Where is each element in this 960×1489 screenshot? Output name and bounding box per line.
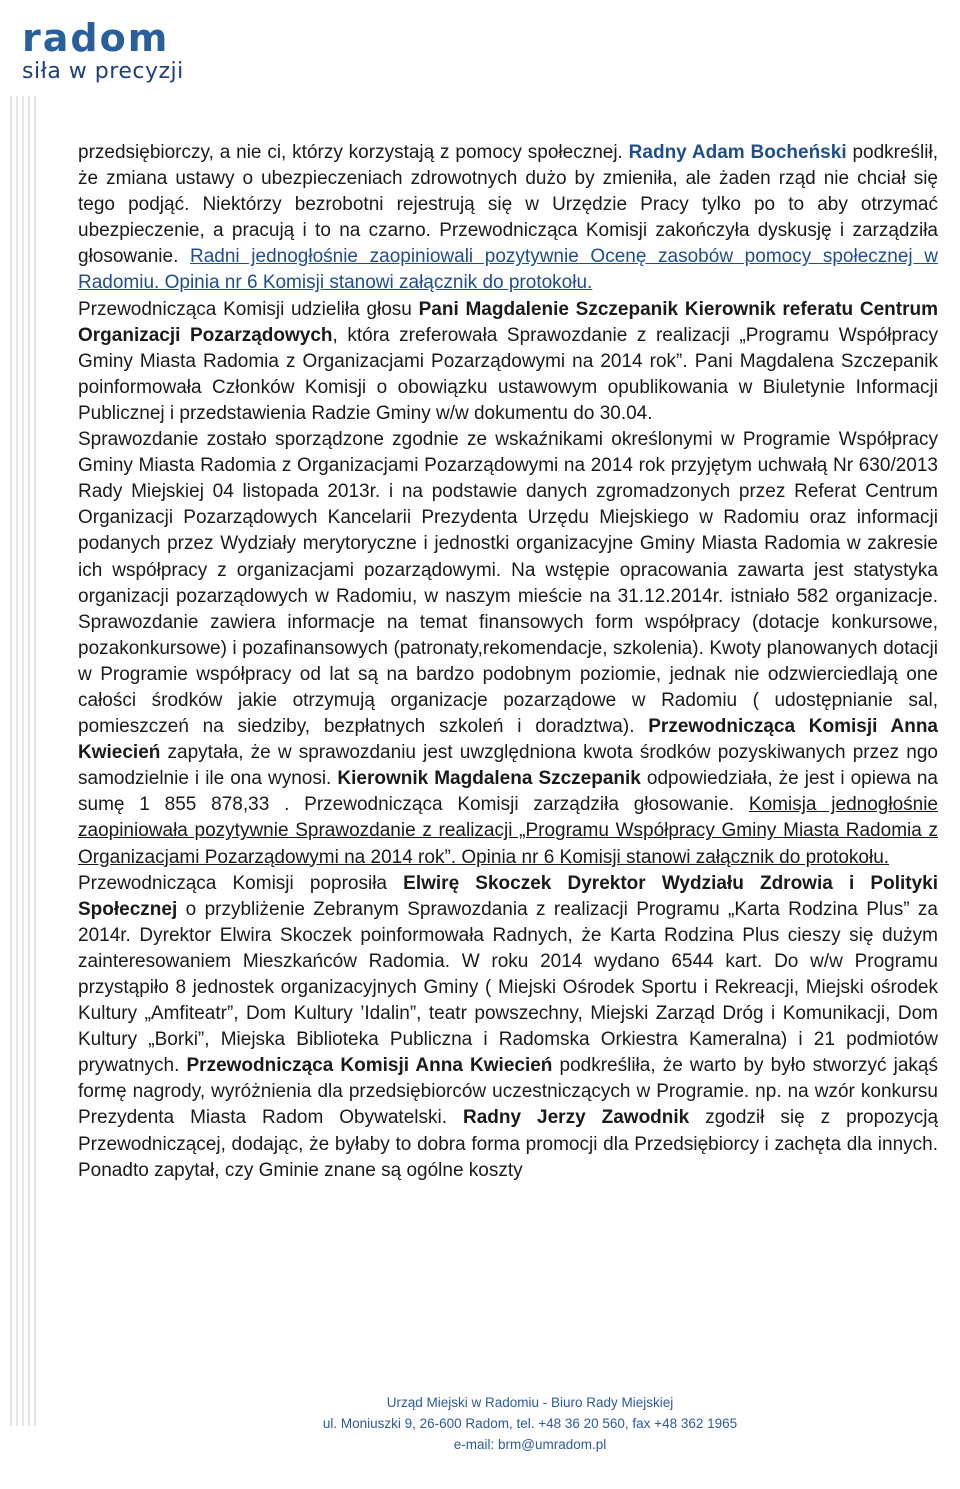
paragraph-2 [78,297,938,427]
logo-wordmark: radom [22,16,170,60]
footer-address: ul. Moniuszki 9, 26-600 Radom, tel. +48 36 20 560, fax +48 362 1965 [322,1416,738,1431]
speaker-name: Kierownik Magdalena Szczepanik [337,768,641,790]
page-footer [0,1392,960,1455]
text-run: o przybliżenie Zebranym Sprawozdania z realizacji Programu „Karta Rodzina Plus” za 2014r. Dyrektor Elwira Skoczek poinformowała Radnych, że Karta Rodzina Plus cieszy się dużym zainteresowaniem Mieszkańców Radomia. W roku 2014 wydano 6544 kart. Do w/w Programu przystąpiło 8 jednostek organizacyjnych Gminy ( Miejski Ośrodek Sportu i Rekreacji, Miejski ośrodek Kultury „Amfiteatr”, Dom Kultury ’Idalin”, teatr powszechny, Miejski Zarząd Dróg i Komunikacji, Dom Kultury „Borki”, Miejska Biblioteka Publiczna i Radomska Orkiestra Kameralna) i 21 podmiotów prywatnych. [78,898,938,1077]
speaker-name: Przewodnicząca Komisji Anna Kwiecień [186,1055,553,1077]
resolution-text: Komisja jednogłośnie zaopiniowała pozytywnie Sprawozdanie z realizacji „Programu Współpracy Gminy Miasta Radomia z Organizacjami Pozarządowymi na 2014 rok”. Opinia nr 6 Komisji stanowi załącznik do protokołu. [78,794,938,868]
logo-tagline: siła w precyzji [22,59,184,84]
resolution-text: Radni jednogłośnie zaopiniowali pozytywnie Ocenę zasobów pomocy społecznej w Radomiu. Opinia nr 6 Komisji stanowi załącznik do protokołu. [78,246,939,294]
text-run: podkreśliła, że warto by było stworzyć jakąś formę nagrody, wyróżnienia dla przedsiębiorców uczestniczących w Programie. np. na wzór konkursu Prezydenta Miasta Radom Obywatelski. [78,1055,938,1129]
decorative-stripes [10,96,50,1426]
text-run: , która zreferowała Sprawozdanie z realizacji „Programu Współpracy Gminy Miasta Radomia z Organizacjami Pozarządowymi na 2014 rok”. Pani Magdalena Szczepanik poinformowała Członków Komisji o obowiązku ustawowym opublikowania w Biuletynie Informacji Publicznej i przedstawienia Radzie Gminy w/w dokumentu do 30.04. [78,324,938,424]
text-run: przedsiębiorczy, a nie ci, którzy korzystają z pomocy społecznej. [78,142,629,163]
text-run: zapytała, że w sprawozdaniu jest uwzględniona kwota środków pozyskiwanych przez ngo samodzielnie i ile ona wynosi. [78,742,938,790]
paragraph-4 [78,871,938,1184]
speaker-name: Elwirę Skoczek Dyrektor Wydziału Zdrowia i Polityki Społecznej [78,872,938,920]
text-run: zgodził się z propozycją Przewodniczącej, dodając, że byłaby to dobra forma promocji dla Przedsiębiorcy i zachęta dla innych. Ponadto zapytał, czy Gminie znane są ogólne koszty [78,1107,939,1181]
footer-email[interactable]: e-mail: brm@umradom.pl [453,1437,607,1452]
text-run: Przewodnicząca Komisji udzieliła głosu [78,298,419,320]
speaker-name: Przewodnicząca Komisji Anna Kwiecień [78,716,938,764]
speaker-name: Radny Adam Bocheński [628,142,847,163]
text-run: podkreślił, że zmiana ustawy o ubezpieczeniach zdrowotnych dużo by zmieniła, ale żaden rząd nie chciał się tego podjąć. Niektórzy bezrobotni rejestrują się w Urzędzie Pracy tylko po to aby otrzymać ubezpieczenie, a pracują i to na czarno. Przewodnicząca Komisji zakończyła dyskusję i zarządziła głosowanie. [78,142,938,268]
footer-office: Urząd Miejski w Radomiu - Biuro Rady Miejskiej [386,1395,674,1410]
document-body [78,140,938,1184]
paragraph-1 [78,140,938,297]
speaker-name: Radny Jerzy Zawodnik [462,1107,690,1129]
text-run: Przewodnicząca Komisji poprosiła [78,872,404,894]
text-run: odpowiedziała, że jest i opiewa na sumę 1 855 878,33 . Przewodnicząca Komisji zarządziła głosowanie. [78,768,938,816]
text-run: Sprawozdanie zostało sporządzone zgodnie ze wskaźnikami określonymi w Programie Współpracy Gminy Miasta Radomia z Organizacjami Pozarządowymi na 2014 rok przyjętym uchwałą Nr 630/2013 Rady Miejskiej 04 listopada 2013r. i na podstawie danych zgromadzonych przez Referat Centrum Organizacji Pozarządowych Kancelarii Prezydenta Urzędu Miejskiego w Radomiu oraz informacji podanych przez Wydziały merytoryczne i jednostki organizacyjne Gminy Miasta Radomia w zakresie ich współpracy z organizacjami pozarządowymi. Na wstępie opracowania zawarta jest statystyka organizacji pozarządowych w Radomiu, w naszym mieście na 31.12.2014r. istniało 582 organizacje. Sprawozdanie zawiera informacje na temat finansowych form współpracy (dotacje konkursowe, pozakonkursowe) i pozafinansowych (patronaty,rekomendacje, szkolenia). Kwoty planowanych dotacji w Programie współpracy od lat są na bardzo podobnym poziomie, jednak nie odzwierciedlają one całości środków jakie otrzymują organizacje pozarządowe w Radomiu ( udostępnianie sal, pomieszczeń na siedziby, bezpłatnych szkoleń i doradztwa). [78,429,938,738]
paragraph-3 [78,427,938,871]
speaker-name: Pani Magdalenie Szczepanik Kierownik referatu Centrum Organizacji Pozarządowych [78,298,938,346]
radom-logo [22,18,212,88]
